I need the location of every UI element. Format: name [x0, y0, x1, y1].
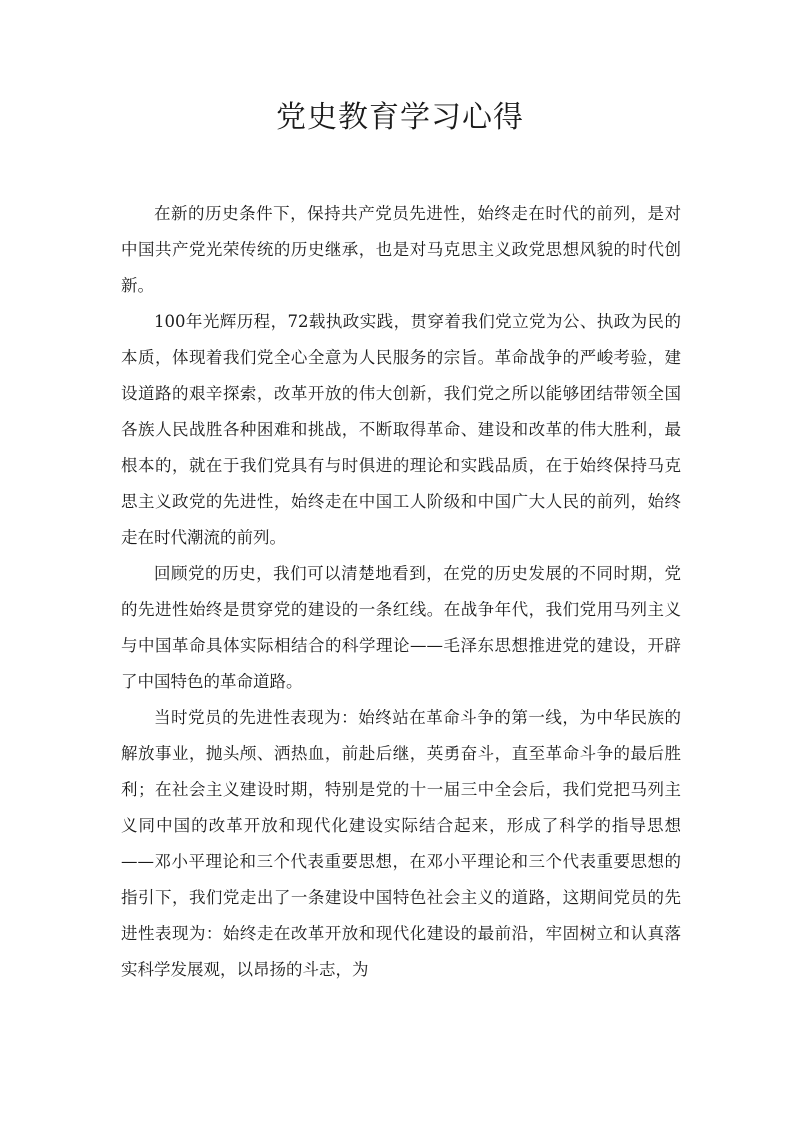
paragraph-2: 100年光辉历程，72载执政实践，贯穿着我们党立党为公、执政为民的本质，体现着我们党全心全意为人民服务的宗旨。革命战争的严峻考验，建设道路的艰辛探索，改革开放的伟大创新，我们党之所以能够团结带领全国各族人民战胜各种困难和挑战，不断取得革命、建设和改革的伟大胜利，最根本的，就在于我们党具有与时俱进的理论和实践品质，在于始终保持马克思主义政党的先进性，始终走在中国工人阶级和中国广大人民的前列，始终走在时代潮流的前列。: [121, 312, 681, 547]
document-body: [121, 196, 681, 988]
paragraph-3: 回顾党的历史，我们可以清楚地看到，在党的历史发展的不同时期，党的先进性始终是贯穿党的建设的一条红线。在战争年代，我们党用马列主义与中国革命具体实际相结合的科学理论——毛泽东思想推进党的建设，开辟了中国特色的革命道路。: [121, 564, 681, 691]
paragraph-1: 在新的历史条件下，保持共产党员先进性，始终走在时代的前列，是对中国共产党光荣传统的历史继承，也是对马克思主义政党思想风貌的时代创新。: [121, 204, 681, 295]
page-title: 党史教育学习心得: [276, 100, 524, 135]
paragraph-4: 当时党员的先进性表现为：始终站在革命斗争的第一线，为中华民族的解放事业，抛头颅、洒热血，前赴后继，英勇奋斗，直至革命斗争的最后胜利；在社会主义建设时期，特别是党的十一届三中全会后，我们党把马列主义同中国的改革开放和现代化建设实际结合起来，形成了科学的指导思想——邓小平理论和三个代表重要思想，在邓小平理论和三个代表重要思想的指引下，我们党走出了一条建设中国特色社会主义的道路，这期间党员的先进性表现为：始终走在改革开放和现代化建设的最前沿，牢固树立和认真落实科学发展观，以昂扬的斗志，为: [121, 708, 681, 979]
